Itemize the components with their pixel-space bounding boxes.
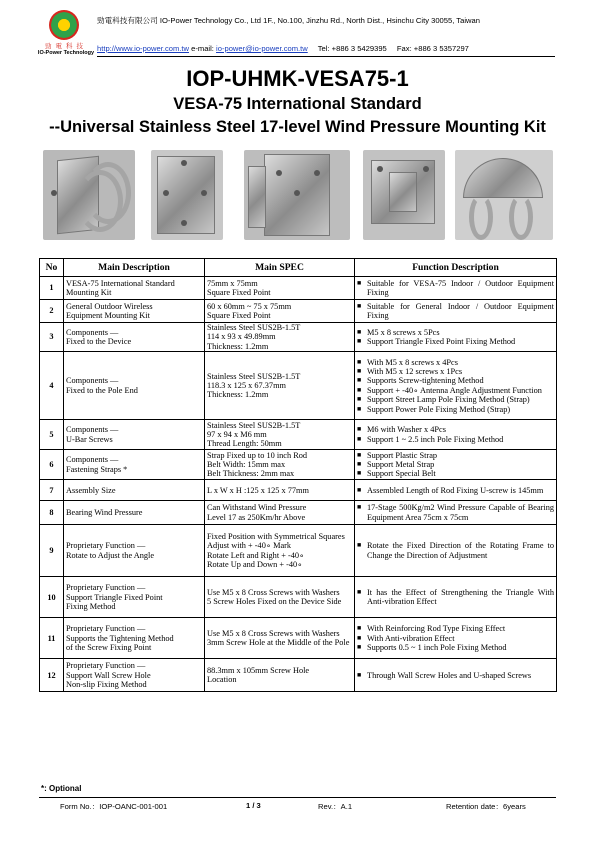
function-text: With Reinforcing Rod Type Fixing Effect bbox=[367, 624, 506, 634]
spec-line: Rotate Left and Right + -40∘ bbox=[207, 550, 305, 560]
main-description-cell bbox=[64, 618, 205, 659]
email-link[interactable]: io-power@io-power.com.tw bbox=[216, 44, 308, 53]
letterhead bbox=[39, 10, 559, 60]
function-description-cell bbox=[355, 618, 557, 659]
main-spec-cell bbox=[205, 618, 355, 659]
function-text: Support 1 ~ 2.5 inch Pole Fixing Method bbox=[367, 434, 504, 444]
square-bullet-icon: ■ bbox=[357, 425, 362, 434]
main-spec-cell bbox=[205, 323, 355, 352]
function-text: With M5 x 12 screws x 1Pcs bbox=[367, 366, 463, 376]
function-description-cell bbox=[355, 525, 557, 577]
spec-line: L x W x H :125 x 125 x 77mm bbox=[207, 485, 309, 495]
product-photo-strip bbox=[43, 150, 553, 242]
spec-line: Location bbox=[207, 675, 237, 685]
main-description-cell bbox=[64, 352, 205, 420]
function-bullet-item bbox=[357, 376, 554, 385]
function-description-cell bbox=[355, 450, 557, 480]
square-bullet-icon: ■ bbox=[357, 434, 362, 443]
function-description-cell bbox=[355, 480, 557, 501]
square-bullet-icon: ■ bbox=[357, 503, 362, 512]
description-line: Fixed to the Device bbox=[66, 337, 132, 347]
description-line: Support Wall Screw Hole bbox=[66, 670, 151, 680]
product-photo bbox=[363, 150, 445, 240]
spec-line: Use M5 x 8 Cross Screws with Washers bbox=[207, 628, 340, 638]
spec-line: Level 17 as 250Km/hr Above bbox=[207, 512, 306, 522]
row-number: 3 bbox=[40, 323, 64, 352]
description-line: VESA-75 International Standard bbox=[66, 278, 175, 288]
square-bullet-icon: ■ bbox=[357, 327, 362, 336]
description-line: Components — bbox=[66, 327, 119, 337]
main-description-cell bbox=[64, 577, 205, 618]
table-row bbox=[40, 352, 557, 420]
description-line: Fixing Method bbox=[66, 601, 116, 611]
main-spec-cell bbox=[205, 525, 355, 577]
main-spec-cell bbox=[205, 577, 355, 618]
row-number: 2 bbox=[40, 300, 64, 323]
function-bullet-item bbox=[357, 460, 554, 469]
description-line: Support Triangle Fixed Point bbox=[66, 592, 163, 602]
function-bullet-item bbox=[357, 634, 554, 643]
function-bullet-item bbox=[357, 425, 554, 434]
row-number: 4 bbox=[40, 352, 64, 420]
function-bullet-item bbox=[357, 469, 554, 478]
main-description-cell bbox=[64, 277, 205, 300]
column-header: Function Description bbox=[355, 259, 557, 277]
spec-line: Strap Fixed up to 10 inch Rod bbox=[207, 450, 308, 460]
tel-number: Tel: +886 3 5429395 bbox=[317, 44, 387, 53]
description-line: Mounting Kit bbox=[66, 288, 112, 297]
footer-divider bbox=[39, 797, 556, 798]
company-logo bbox=[39, 10, 93, 58]
square-bullet-icon: ■ bbox=[357, 278, 362, 287]
function-text: Support Street Lamp Pole Fixing Method (Strap) bbox=[367, 395, 530, 405]
header-divider bbox=[97, 56, 555, 57]
function-text: It has the Effect of Strengthening the Triangle With Anti-vibration Effect bbox=[367, 587, 554, 607]
table-row bbox=[40, 450, 557, 480]
spec-line: Fixed Position with Symmetrical Squares bbox=[207, 531, 345, 541]
main-description-cell bbox=[64, 300, 205, 323]
square-bullet-icon: ■ bbox=[357, 485, 362, 494]
table-header-row bbox=[40, 259, 557, 277]
function-bullet-item bbox=[357, 337, 554, 346]
main-spec-cell bbox=[205, 501, 355, 525]
function-text: 17-Stage 500Kg/m2 Wind Pressure Capable of Bearing Equipment Area 75cm x 75cm bbox=[367, 503, 554, 522]
function-bullet-item bbox=[357, 435, 554, 444]
logo-chinese-name: 勁電科技 bbox=[45, 42, 87, 50]
description-line: Supports the Tightening Method bbox=[66, 633, 174, 643]
spec-line: 5 Screw Holes Fixed on the Device Side bbox=[207, 597, 342, 607]
function-text: Support Metal Strap bbox=[367, 460, 435, 470]
square-bullet-icon: ■ bbox=[357, 587, 362, 596]
function-text: Support Power Pole Fixing Method (Strap) bbox=[367, 404, 511, 414]
function-bullet-item bbox=[357, 358, 554, 367]
description-line: Bearing Wind Pressure bbox=[66, 508, 143, 518]
table-row bbox=[40, 300, 557, 323]
description-line: Fastening Straps * bbox=[66, 464, 128, 474]
square-bullet-icon: ■ bbox=[357, 670, 362, 679]
description-line: U-Bar Screws bbox=[66, 434, 113, 444]
description-line: Assembly Size bbox=[66, 485, 116, 495]
row-number: 12 bbox=[40, 659, 64, 692]
function-text: Supports 0.5 ~ 1 inch Pole Fixing Method bbox=[367, 642, 507, 652]
row-number: 7 bbox=[40, 480, 64, 501]
spec-line: Stainless Steel SUS2B-1.5T bbox=[207, 420, 301, 430]
function-bullet-item bbox=[357, 624, 554, 633]
function-bullet-item bbox=[357, 503, 554, 522]
table-row bbox=[40, 323, 557, 352]
main-description-cell bbox=[64, 480, 205, 501]
function-description-cell bbox=[355, 659, 557, 692]
column-header: Main SPEC bbox=[205, 259, 355, 277]
spec-line: 118.3 x 125 x 67.37mm bbox=[207, 381, 286, 391]
main-description-cell bbox=[64, 525, 205, 577]
spec-line: 75mm x 75mm bbox=[207, 278, 258, 288]
function-text: M6 with Washer x 4Pcs bbox=[367, 425, 446, 435]
standard-title: VESA-75 International Standard bbox=[173, 95, 422, 113]
row-number: 8 bbox=[40, 501, 64, 525]
spec-line: 60 x 60mm ~ 75 x 75mm bbox=[207, 301, 292, 311]
row-number: 11 bbox=[40, 618, 64, 659]
square-bullet-icon: ■ bbox=[357, 469, 362, 478]
function-bullet-item bbox=[357, 386, 554, 395]
contact-line bbox=[97, 44, 469, 53]
description-line: Fixed to the Pole End bbox=[66, 385, 138, 395]
square-bullet-icon: ■ bbox=[357, 633, 362, 642]
function-bullet-item bbox=[357, 395, 554, 404]
description-line: of the Screw Fixing Point bbox=[66, 642, 152, 652]
spec-line: Belt Width: 15mm max bbox=[207, 460, 286, 470]
column-header: Main Description bbox=[64, 259, 205, 277]
function-text: With M5 x 8 screws x 4Pcs bbox=[367, 357, 458, 367]
spec-line: Stainless Steel SUS2B-1.5T bbox=[207, 323, 301, 332]
product-photo bbox=[455, 150, 553, 240]
description-line: Rotate to Adjust the Angle bbox=[66, 550, 155, 560]
function-description-cell bbox=[355, 277, 557, 300]
function-text: Support Triangle Fixed Point Fixing Method bbox=[367, 337, 516, 347]
product-subtitle: --Universal Stainless Steel 17-level Wind Pressure Mounting Kit bbox=[49, 118, 546, 136]
row-number: 1 bbox=[40, 277, 64, 300]
description-line: Components — bbox=[66, 455, 119, 465]
fax-number: Fax: +886 3 5357297 bbox=[396, 44, 469, 53]
main-spec-cell bbox=[205, 480, 355, 501]
main-description-cell bbox=[64, 501, 205, 525]
square-bullet-icon: ■ bbox=[357, 366, 362, 375]
square-bullet-icon: ■ bbox=[357, 301, 362, 310]
spec-line: Square Fixed Point bbox=[207, 311, 271, 320]
spec-line: 3mm Screw Hole at the Middle of the Pole bbox=[207, 638, 350, 648]
spec-line: Thickness: 1.2mm bbox=[207, 390, 269, 400]
form-number: Form No.：IOP-OANC-001-001 bbox=[60, 802, 168, 811]
square-bullet-icon: ■ bbox=[357, 357, 362, 366]
revision: Rev.：A.1 bbox=[318, 802, 353, 811]
table-row bbox=[40, 525, 557, 577]
table-row bbox=[40, 618, 557, 659]
spec-line: Can Withstand Wind Pressure bbox=[207, 503, 307, 513]
function-text: M5 x 8 screws x 5Pcs bbox=[367, 327, 440, 337]
function-text: Suitable for VESA-75 Indoor / Outdoor Equipment Fixing bbox=[367, 278, 554, 297]
row-number: 5 bbox=[40, 420, 64, 450]
function-bullet-item bbox=[357, 486, 554, 495]
function-bullet-item bbox=[357, 643, 554, 652]
function-text: Suitable for General Indoor / Outdoor Equipment Fixing bbox=[367, 301, 554, 320]
function-bullet-item bbox=[357, 328, 554, 337]
description-line: Proprietary Function — bbox=[66, 541, 146, 551]
main-spec-cell bbox=[205, 300, 355, 323]
spec-line: Use M5 x 8 Cross Screws with Washers bbox=[207, 587, 340, 597]
description-line: General Outdoor Wireless bbox=[66, 301, 153, 311]
main-description-cell bbox=[64, 659, 205, 692]
main-spec-cell bbox=[205, 420, 355, 450]
optional-note: *: Optional bbox=[41, 784, 82, 793]
function-description-cell bbox=[355, 323, 557, 352]
spec-line: Stainless Steel SUS2B-1.5T bbox=[207, 371, 301, 381]
table-row bbox=[40, 577, 557, 618]
main-spec-cell bbox=[205, 659, 355, 692]
email-label: e-mail: bbox=[191, 44, 214, 53]
product-model-title: IOP-UHMK-VESA75-1 bbox=[186, 66, 409, 91]
function-description-cell bbox=[355, 352, 557, 420]
spec-line: Thread Length: 50mm bbox=[207, 439, 282, 449]
table-row bbox=[40, 480, 557, 501]
square-bullet-icon: ■ bbox=[357, 395, 362, 404]
spec-line: Adjust with + -40∘ Mark bbox=[207, 541, 292, 551]
function-bullet-item bbox=[357, 671, 554, 680]
function-text: Support Special Belt bbox=[367, 469, 436, 479]
spec-line: Rotate Up and Down + -40∘ bbox=[207, 560, 303, 570]
description-line: Proprietary Function — bbox=[66, 624, 146, 634]
function-bullet-item bbox=[357, 405, 554, 414]
spec-line: 114 x 93 x 49.89mm bbox=[207, 332, 276, 342]
square-bullet-icon: ■ bbox=[357, 376, 362, 385]
table-row bbox=[40, 659, 557, 692]
product-photo bbox=[151, 150, 223, 240]
square-bullet-icon: ■ bbox=[357, 541, 362, 550]
spec-line: Belt Thickness: 2mm max bbox=[207, 469, 295, 479]
function-text: Rotate the Fixed Direction of the Rotating Frame to Change the Direction of Adjustment bbox=[367, 541, 554, 560]
row-number: 6 bbox=[40, 450, 64, 480]
function-bullet-item bbox=[357, 451, 554, 460]
row-number: 9 bbox=[40, 525, 64, 577]
main-description-cell bbox=[64, 420, 205, 450]
main-spec-cell bbox=[205, 277, 355, 300]
table-row bbox=[40, 501, 557, 525]
square-bullet-icon: ■ bbox=[357, 460, 362, 469]
function-bullet-item bbox=[357, 588, 554, 607]
function-description-cell bbox=[355, 501, 557, 525]
function-text: Support + -40∘ Antenna Angle Adjustment Function bbox=[367, 385, 542, 395]
main-description-cell bbox=[64, 323, 205, 352]
spec-line: 88.3mm x 105mm Screw Hole bbox=[207, 665, 310, 675]
description-line: Non-slip Fixing Method bbox=[66, 679, 147, 689]
page-number: 1 / 3 bbox=[246, 801, 261, 810]
square-bullet-icon: ■ bbox=[357, 404, 362, 413]
main-description-cell bbox=[64, 450, 205, 480]
square-bullet-icon: ■ bbox=[357, 450, 362, 459]
function-text: Assembled Length of Rod Fixing U-screw is 145mm bbox=[367, 485, 544, 495]
square-bullet-icon: ■ bbox=[357, 337, 362, 346]
function-text: Supports Screw-tightening Method bbox=[367, 376, 484, 386]
retention-date: Retention date：6years bbox=[446, 802, 526, 811]
main-spec-cell bbox=[205, 450, 355, 480]
function-description-cell bbox=[355, 577, 557, 618]
square-bullet-icon: ■ bbox=[357, 385, 362, 394]
function-bullet-item bbox=[357, 279, 554, 298]
product-photo bbox=[43, 150, 135, 240]
description-line: Proprietary Function — bbox=[66, 661, 146, 671]
row-number: 10 bbox=[40, 577, 64, 618]
main-spec-cell bbox=[205, 352, 355, 420]
spec-line: Thickness: 1.2mm bbox=[207, 341, 269, 351]
function-bullet-item bbox=[357, 367, 554, 376]
company-address: 勁電科技有限公司 IO-Power Technology Co., Ltd 1F., No.100, Jinzhu Rd., North Dist., Hsinchu City 30055, Taiwan bbox=[97, 16, 480, 25]
spec-line: Square Fixed Point bbox=[207, 288, 271, 297]
function-bullet-item bbox=[357, 302, 554, 321]
function-description-cell bbox=[355, 420, 557, 450]
logo-emblem-icon bbox=[49, 10, 79, 40]
function-description-cell bbox=[355, 300, 557, 323]
square-bullet-icon: ■ bbox=[357, 624, 362, 633]
specification-table bbox=[39, 258, 557, 692]
function-text: With Anti-vibration Effect bbox=[367, 633, 455, 643]
description-line: Equipment Mounting Kit bbox=[66, 311, 150, 320]
function-text: Support Plastic Strap bbox=[367, 450, 438, 460]
description-line: Components — bbox=[66, 376, 119, 386]
function-bullet-item bbox=[357, 541, 554, 560]
website-link[interactable]: http://www.io-power.com.tw bbox=[97, 44, 189, 53]
column-header: No bbox=[40, 259, 64, 277]
description-line: Components — bbox=[66, 425, 119, 435]
table-row bbox=[40, 277, 557, 300]
function-text: Through Wall Screw Holes and U-shaped Screws bbox=[367, 670, 532, 680]
spec-line: 97 x 94 x M6 mm bbox=[207, 430, 267, 440]
product-photo bbox=[244, 150, 350, 240]
logo-english-name: IO-Power Technology bbox=[37, 50, 95, 56]
table-row bbox=[40, 420, 557, 450]
square-bullet-icon: ■ bbox=[357, 642, 362, 651]
description-line: Proprietary Function — bbox=[66, 583, 146, 593]
